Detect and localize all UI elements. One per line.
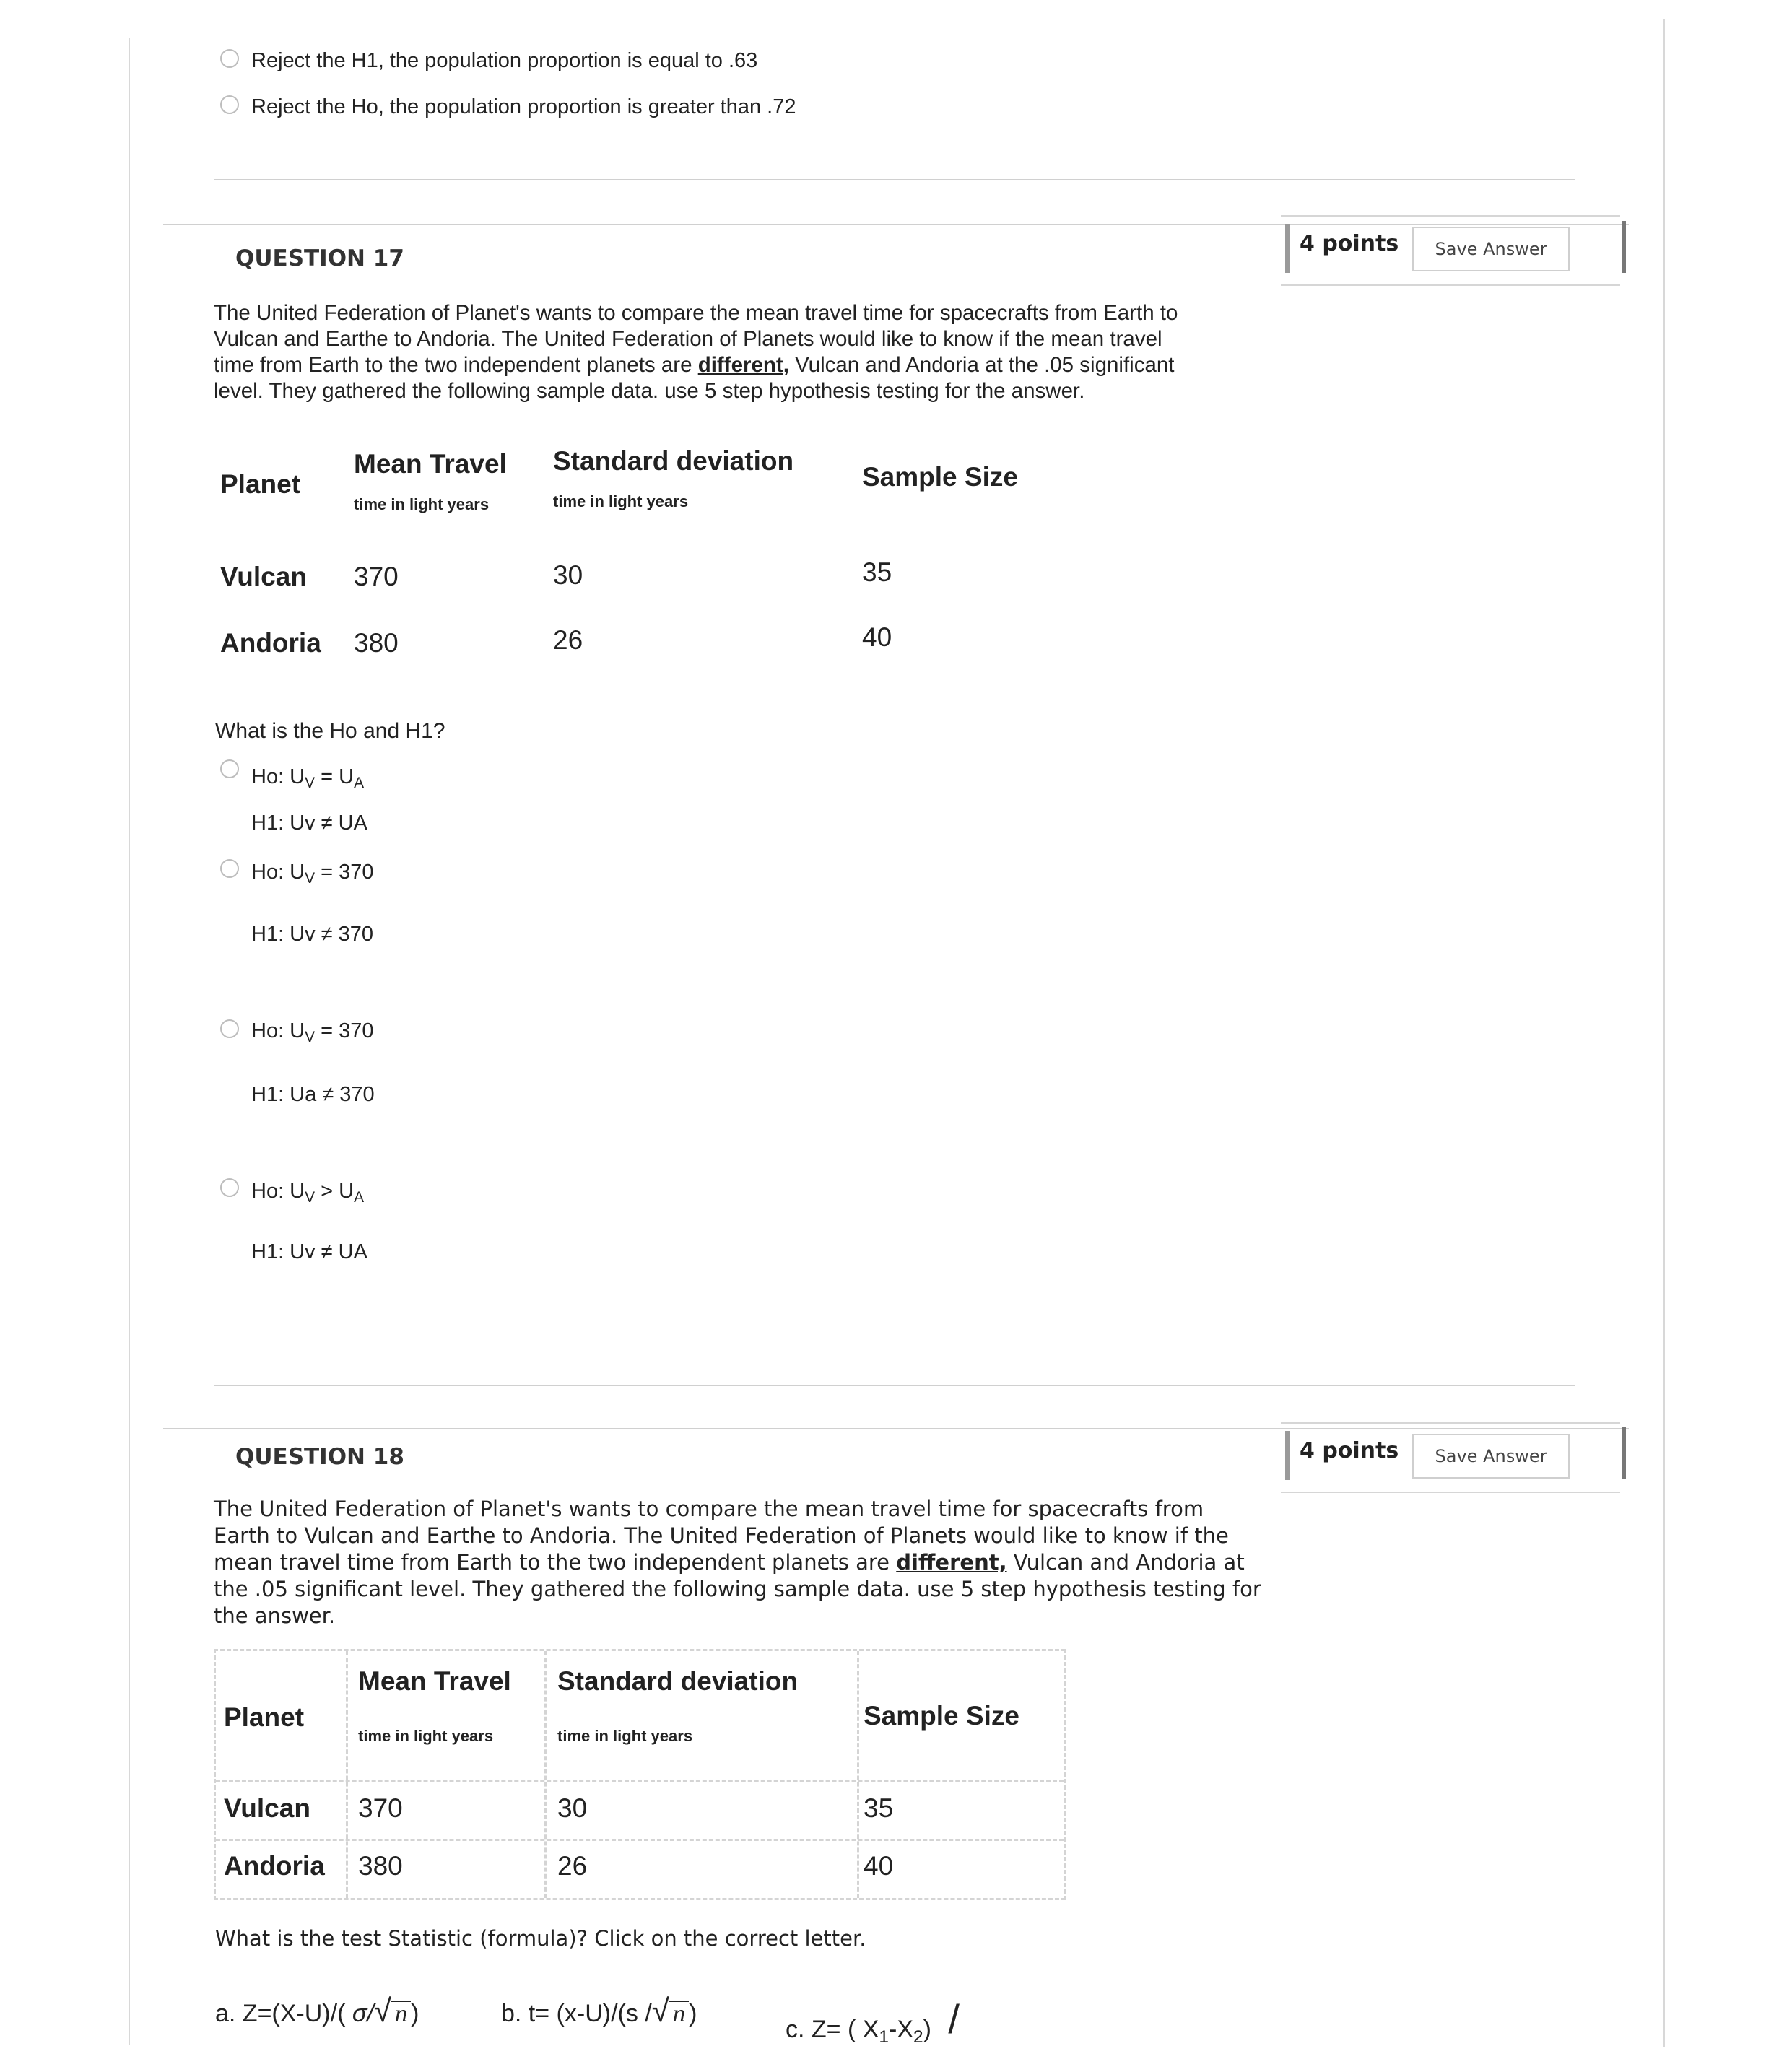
page-border-left xyxy=(129,38,130,2045)
formula-b-post: ) xyxy=(689,2000,697,2027)
formula-b-n: n xyxy=(669,2001,689,2027)
q17-option-3-h1: H1: Ua ≠ 370 xyxy=(251,1083,375,1106)
q17-line3-post: Vulcan and Andoria at the .05 significant xyxy=(788,353,1175,377)
table-divider xyxy=(216,1780,1064,1782)
q17-col-sd: Standard deviation xyxy=(553,446,794,476)
prev-option-1-label: Reject the H1, the population proportion is equal to .63 xyxy=(251,49,758,72)
q18-text-line-4: the .05 significant level. They gathered the following sample data. use 5 step hypothesis testing for xyxy=(214,1577,1261,1601)
q17-col-mean: Mean Travel xyxy=(354,449,507,479)
q17-col-sample-size: Sample Size xyxy=(862,462,1018,492)
q17-text-line-3 xyxy=(214,352,1178,378)
q17-text-line-2: Vulcan and Earthe to Andoria. The United Federation of Planets would like to know if the mean travel xyxy=(214,327,1162,351)
q17-opt3-ho-mid: = 370 xyxy=(315,1019,374,1042)
q18-row-vulcan-sd: 30 xyxy=(557,1793,588,1823)
q18-col-mean-sub: time in light years xyxy=(358,1727,494,1745)
q17-opt1-ho-sub2: A xyxy=(354,775,365,792)
q18-text-line-5: the answer. xyxy=(214,1603,336,1628)
q17-option-2-ho xyxy=(251,861,374,887)
q17-opt3-ho-sub1: V xyxy=(305,1029,316,1046)
radical-sign: √ xyxy=(373,1993,391,2029)
radio-prev-option-1[interactable] xyxy=(220,49,239,68)
q17-text-line-4: level. They gathered the following sample data. use 5 step hypothesis testing for the answer. xyxy=(214,379,1085,403)
table-divider xyxy=(544,1651,547,1898)
q17-opt4-ho-sub1: V xyxy=(305,1189,316,1206)
question-17-title: QUESTION 17 xyxy=(235,245,404,271)
q17-option-1-ho xyxy=(251,765,365,792)
q18-text-line-2: Earth to Vulcan and Earthe to Andoria. The United Federation of Planets would like to know if the xyxy=(214,1523,1229,1548)
page-border-right xyxy=(1663,19,1665,2047)
q18-col-planet: Planet xyxy=(224,1702,305,1732)
q17-opt4-ho-pre: Ho: U xyxy=(251,1180,305,1203)
q18-formula-b[interactable] xyxy=(501,1993,697,2029)
q17-opt1-ho-mid: = U xyxy=(315,765,355,788)
q17-opt4-ho-mid: > U xyxy=(315,1180,355,1203)
q17-row-vulcan-n: 35 xyxy=(862,557,892,587)
question-18-points: 4 points xyxy=(1300,1438,1399,1463)
formula-c-sub1: 1 xyxy=(879,2027,890,2047)
q18-row-andoria-planet: Andoria xyxy=(224,1851,325,1881)
q17-radio-option-4[interactable] xyxy=(220,1178,239,1197)
question-17-text xyxy=(214,300,1178,404)
q17-row-andoria-sd: 26 xyxy=(553,625,583,655)
q18-row-andoria-n: 40 xyxy=(864,1851,894,1881)
question-17-points-box xyxy=(1281,215,1620,286)
q18-row-vulcan-planet: Vulcan xyxy=(224,1793,310,1823)
formula-a-sigma: σ/ xyxy=(345,2000,374,2027)
q18-text-line-1: The United Federation of Planet's wants to compare the mean travel time for spacecrafts from xyxy=(214,1497,1204,1521)
q17-row-andoria-planet: Andoria xyxy=(220,628,321,658)
q18-prompt: What is the test Statistic (formula)? Click on the correct letter. xyxy=(215,1926,866,1951)
q18-row-vulcan-n: 35 xyxy=(864,1793,894,1823)
q17-prompt: What is the Ho and H1? xyxy=(215,719,445,743)
question-17-save-answer-button[interactable]: Save Answer xyxy=(1412,227,1570,271)
formula-c-sub2: 2 xyxy=(913,2027,923,2047)
q17-opt2-ho-pre: Ho: U xyxy=(251,861,305,884)
q17-row-andoria-n: 40 xyxy=(862,622,892,652)
q18-line3-emphasis: different, xyxy=(896,1550,1007,1575)
q17-col-sd-sub: time in light years xyxy=(553,492,689,510)
q18-row-andoria-mean: 380 xyxy=(358,1851,403,1881)
q17-radio-option-3[interactable] xyxy=(220,1019,239,1038)
q17-line3-pre: time from Earth to the two independent planets are xyxy=(214,353,698,377)
q17-opt2-ho-sub1: V xyxy=(305,870,316,887)
q18-col-sample-size: Sample Size xyxy=(864,1701,1019,1731)
q18-text-line-3 xyxy=(214,1549,1261,1576)
q17-option-4-ho xyxy=(251,1180,365,1206)
question-18-text xyxy=(214,1496,1261,1629)
q17-opt1-ho-sub1: V xyxy=(305,775,316,792)
question-18-right-marker xyxy=(1622,1427,1626,1479)
q17-radio-option-1[interactable] xyxy=(220,759,239,778)
formula-a-pre: a. Z=(X-U)/( xyxy=(215,2000,346,2027)
formula-c-slash: / xyxy=(948,1996,960,2042)
formula-a-n: n xyxy=(391,2001,411,2027)
formula-a-post: ) xyxy=(411,2000,419,2027)
table-divider xyxy=(346,1651,348,1898)
q17-option-1-h1: H1: Uv ≠ UA xyxy=(251,811,367,835)
q17-row-andoria-mean: 380 xyxy=(354,628,399,658)
q17-line3-emphasis: different, xyxy=(697,353,789,377)
points-accent-bar xyxy=(1285,1431,1290,1480)
q17-opt1-ho-pre: Ho: U xyxy=(251,765,305,788)
q17-radio-option-2[interactable] xyxy=(220,859,239,878)
formula-c-pre: c. Z= ( X xyxy=(786,2016,879,2043)
q17-col-planet: Planet xyxy=(220,469,301,499)
radio-prev-option-2[interactable] xyxy=(220,95,239,114)
q17-option-3-ho xyxy=(251,1019,374,1046)
separator xyxy=(214,179,1575,180)
q17-row-vulcan-mean: 370 xyxy=(354,562,399,591)
question-18-title: QUESTION 18 xyxy=(235,1444,404,1470)
q17-opt4-ho-sub2: A xyxy=(354,1189,365,1206)
question-18-points-box xyxy=(1281,1422,1620,1493)
formula-c-post: ) xyxy=(923,2016,931,2043)
q18-col-mean: Mean Travel xyxy=(358,1666,511,1696)
q18-col-sd: Standard deviation xyxy=(557,1666,799,1696)
q17-row-vulcan-planet: Vulcan xyxy=(220,562,307,591)
q18-row-vulcan-mean: 370 xyxy=(358,1793,403,1823)
q18-line3-post: Vulcan and Andoria at xyxy=(1006,1550,1245,1575)
q18-row-andoria-sd: 26 xyxy=(557,1851,588,1881)
points-accent-bar xyxy=(1285,224,1290,273)
separator xyxy=(214,1385,1575,1386)
q17-option-4-h1: H1: Uv ≠ UA xyxy=(251,1240,367,1263)
prev-option-2-label: Reject the Ho, the population proportion is greater than .72 xyxy=(251,95,796,118)
formula-b-pre: b. t= (x-U)/(s / xyxy=(501,2000,652,2027)
q17-row-vulcan-sd: 30 xyxy=(553,560,583,590)
sqrt-symbol xyxy=(373,1993,411,2029)
q18-formula-a[interactable] xyxy=(215,1993,419,2029)
q17-option-2-h1: H1: Uv ≠ 370 xyxy=(251,923,374,946)
question-17-points: 4 points xyxy=(1300,231,1399,256)
table-divider xyxy=(216,1839,1064,1841)
question-17-right-marker xyxy=(1622,221,1626,273)
q17-text-line-1: The United Federation of Planet's wants to compare the mean travel time for spacecrafts from Earth to xyxy=(214,301,1178,325)
question-18-save-answer-button[interactable]: Save Answer xyxy=(1412,1434,1570,1479)
q17-opt2-ho-mid: = 370 xyxy=(315,861,374,884)
formula-c-mid: -X xyxy=(889,2016,914,2043)
q18-formula-c[interactable] xyxy=(786,1996,960,2047)
q17-opt3-ho-pre: Ho: U xyxy=(251,1019,305,1042)
sqrt-symbol xyxy=(651,1993,689,2029)
table-divider xyxy=(857,1651,859,1898)
q18-col-sd-sub: time in light years xyxy=(557,1727,693,1745)
q17-col-mean-sub: time in light years xyxy=(354,495,490,513)
q18-line3-pre: mean travel time from Earth to the two independent planets are xyxy=(214,1550,897,1575)
radical-sign: √ xyxy=(651,1993,669,2029)
